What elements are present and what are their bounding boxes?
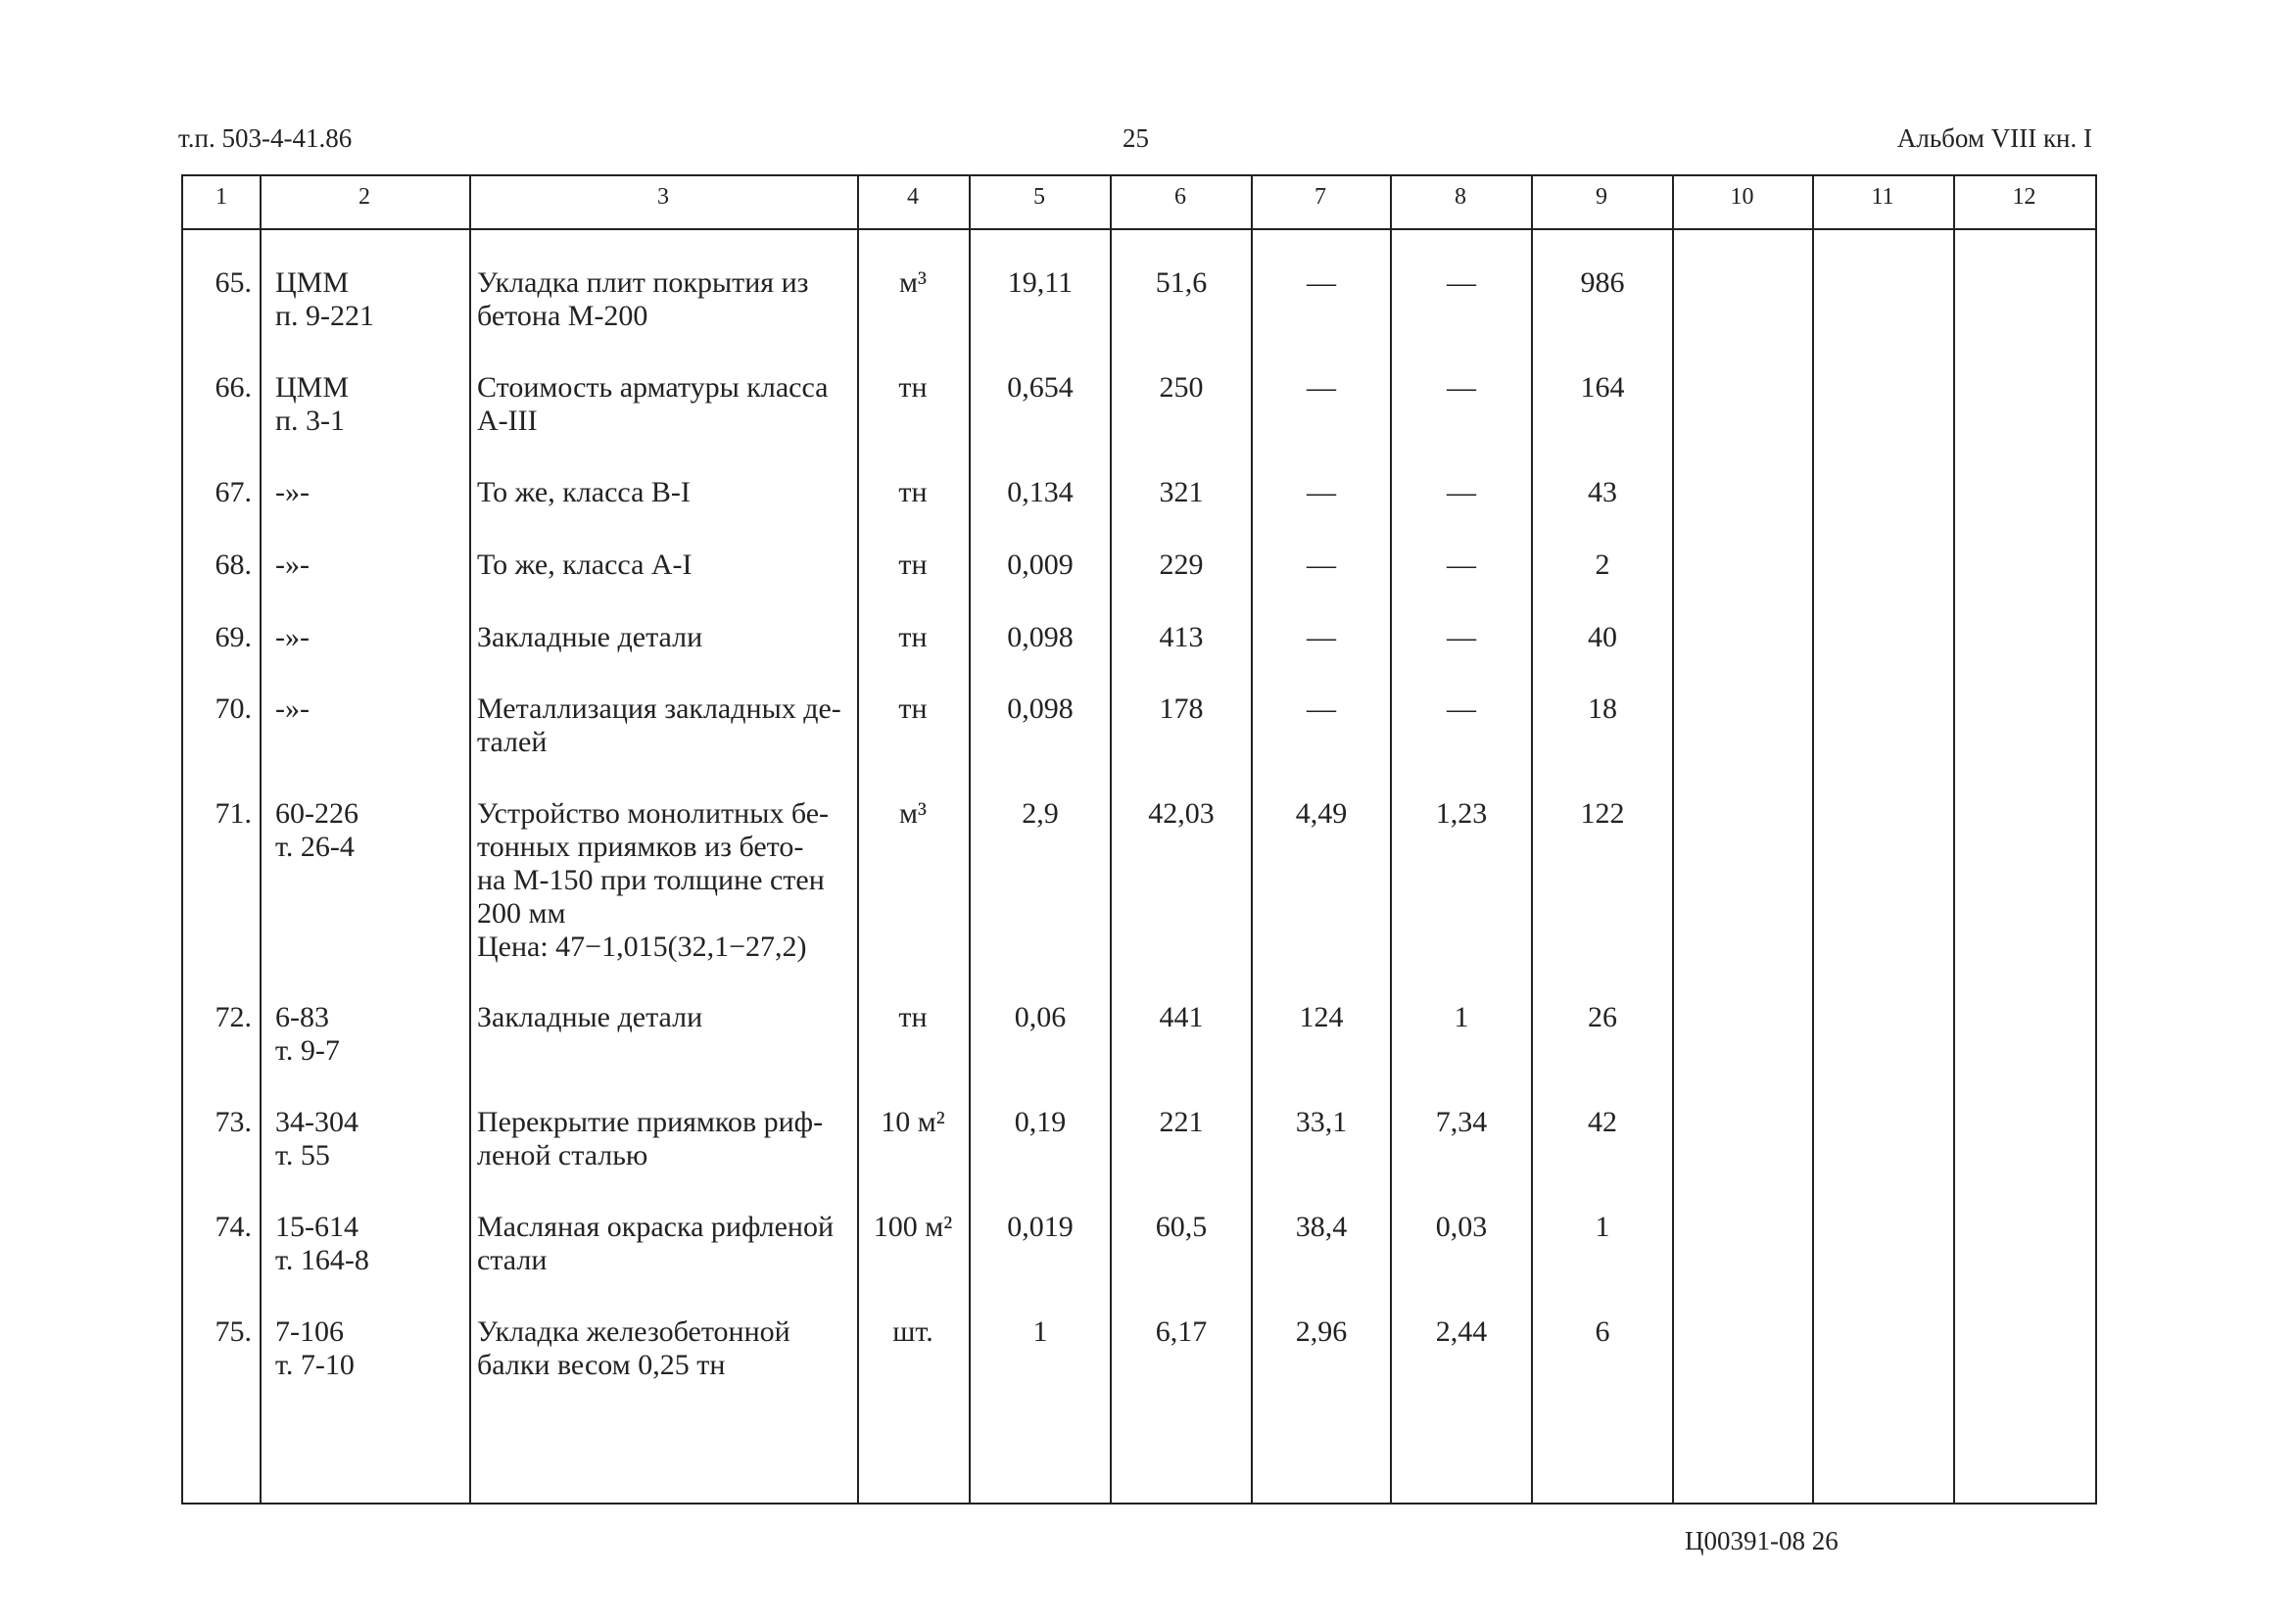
column-number: 12	[2012, 184, 2036, 210]
col5-value: 0,19	[1014, 1106, 1067, 1138]
work-description: Закладные детали	[477, 1001, 703, 1033]
col9-value: 1	[1595, 1211, 1610, 1243]
col9-value: 42	[1588, 1106, 1617, 1138]
col7-value: 33,1	[1295, 1106, 1348, 1138]
footer-code: Ц00391-08 26	[1685, 1526, 1839, 1555]
col9-value: 26	[1588, 1001, 1617, 1033]
work-description: То же, класса В-I	[477, 476, 691, 508]
col5-value: 0,06	[1014, 1001, 1067, 1033]
row-number: 75.	[215, 1315, 252, 1348]
col5-value: 0,134	[1007, 476, 1074, 508]
col8-value: 1,23	[1435, 797, 1488, 830]
work-description: Масляная окраска рифленой стали	[477, 1211, 835, 1276]
work-description: Закладные детали	[477, 621, 703, 653]
rate-code: ЦММ п. 3-1	[275, 371, 350, 437]
row-number: 73.	[215, 1106, 252, 1138]
unit: 10 м²	[881, 1106, 945, 1138]
col5-value: 0,098	[1007, 621, 1074, 653]
work-description: Металлизация закладных де- талей	[477, 693, 841, 758]
col8-value: —	[1447, 476, 1476, 508]
rate-code: 6-83 т. 9-7	[275, 1001, 340, 1067]
row-number: 65.	[215, 266, 252, 299]
work-description: Укладка плит покрытия из бетона М-200	[477, 266, 809, 332]
header-divider	[183, 228, 2095, 230]
column-number: 1	[215, 184, 227, 210]
col9-value: 164	[1580, 371, 1625, 404]
col6-value: 229	[1159, 549, 1204, 581]
header-doc-number: т.п. 503-4-41.86	[178, 123, 353, 153]
row-number: 74.	[215, 1211, 252, 1243]
col6-value: 6,17	[1155, 1315, 1208, 1348]
col8-value: —	[1447, 549, 1476, 581]
rate-code: 15-614 т. 164-8	[275, 1211, 369, 1276]
col7-value: 124	[1299, 1001, 1344, 1033]
rate-code: 60-226 т. 26-4	[275, 797, 358, 863]
unit: 100 м²	[873, 1211, 953, 1243]
unit: тн	[898, 693, 928, 725]
row-number: 71.	[215, 797, 252, 830]
col9-value: 43	[1588, 476, 1617, 508]
rate-code: -»-	[275, 693, 310, 725]
col5-value: 1	[1032, 1315, 1048, 1348]
unit: тн	[898, 549, 928, 581]
row-number: 67.	[215, 476, 252, 508]
rate-code: -»-	[275, 549, 310, 581]
col6-value: 413	[1159, 621, 1204, 653]
col9-value: 6	[1595, 1315, 1610, 1348]
col9-value: 40	[1588, 621, 1617, 653]
rate-code: 34-304 т. 55	[275, 1106, 358, 1171]
rate-code: 7-106 т. 7-10	[275, 1315, 355, 1381]
unit: м³	[899, 797, 927, 830]
col9-value: 18	[1588, 693, 1617, 725]
col-divider	[260, 176, 262, 1503]
col-divider	[1812, 176, 1814, 1503]
col6-value: 51,6	[1155, 266, 1208, 299]
header-page-number: 25	[1123, 123, 1149, 153]
column-number: 5	[1033, 184, 1045, 210]
col7-value: 2,96	[1295, 1315, 1348, 1348]
col5-value: 0,019	[1007, 1211, 1074, 1243]
unit: шт.	[892, 1315, 933, 1348]
col8-value: —	[1447, 621, 1476, 653]
col5-value: 2,9	[1022, 797, 1059, 830]
unit: тн	[898, 476, 928, 508]
col5-value: 0,654	[1007, 371, 1074, 404]
col-divider	[1953, 176, 1955, 1503]
col5-value: 0,098	[1007, 693, 1074, 725]
col6-value: 42,03	[1148, 797, 1215, 830]
col6-value: 441	[1159, 1001, 1204, 1033]
rate-code: -»-	[275, 476, 310, 508]
col9-value: 122	[1580, 797, 1625, 830]
unit: тн	[898, 1001, 928, 1033]
work-description: То же, класса А-I	[477, 549, 693, 581]
work-description: Устройство монолитных бе- тонных приямков из бето- на М-150 при толщине стен 200 мм Цена: 47−1,015(32,1−27,2)	[477, 797, 830, 963]
col6-value: 221	[1159, 1106, 1204, 1138]
col8-value: 0,03	[1435, 1211, 1488, 1243]
col5-value: 19,11	[1007, 266, 1074, 299]
row-number: 66.	[215, 371, 252, 404]
col7-value: —	[1307, 266, 1336, 299]
work-description: Укладка железобетонной балки весом 0,25 тн	[477, 1315, 790, 1381]
column-number: 2	[358, 184, 370, 210]
work-description: Стоимость арматуры класса А-III	[477, 371, 829, 437]
unit: тн	[898, 621, 928, 653]
row-number: 70.	[215, 693, 252, 725]
col8-value: —	[1447, 266, 1476, 299]
column-number: 11	[1871, 184, 1894, 210]
row-number: 68.	[215, 549, 252, 581]
rate-code: ЦММ п. 9-221	[275, 266, 375, 332]
column-number: 9	[1596, 184, 1607, 210]
col8-value: 7,34	[1435, 1106, 1488, 1138]
header-album: Альбом VIII кн. I	[1896, 123, 2092, 153]
row-number: 72.	[215, 1001, 252, 1033]
col8-value: —	[1447, 693, 1476, 725]
column-number: 4	[907, 184, 919, 210]
col7-value: —	[1307, 476, 1336, 508]
col6-value: 321	[1159, 476, 1204, 508]
row-number: 69.	[215, 621, 252, 653]
column-number: 10	[1730, 184, 1754, 210]
col-divider	[1672, 176, 1674, 1503]
col8-value: —	[1447, 371, 1476, 404]
col9-value: 986	[1580, 266, 1625, 299]
column-number: 6	[1174, 184, 1186, 210]
col7-value: —	[1307, 693, 1336, 725]
unit: м³	[899, 266, 927, 299]
col7-value: 4,49	[1295, 797, 1348, 830]
col8-value: 2,44	[1435, 1315, 1488, 1348]
col7-value: 38,4	[1295, 1211, 1348, 1243]
col8-value: 1	[1454, 1001, 1469, 1033]
col6-value: 178	[1159, 693, 1204, 725]
column-number: 7	[1314, 184, 1326, 210]
unit: тн	[898, 371, 928, 404]
column-number: 8	[1455, 184, 1466, 210]
col9-value: 2	[1595, 549, 1610, 581]
col5-value: 0,009	[1007, 549, 1074, 581]
col6-value: 60,5	[1155, 1211, 1208, 1243]
rate-code: -»-	[275, 621, 310, 653]
col6-value: 250	[1159, 371, 1204, 404]
col7-value: —	[1307, 621, 1336, 653]
estimate-table	[181, 174, 2097, 1505]
work-description: Перекрытие приямков риф- леной сталью	[477, 1106, 824, 1171]
col7-value: —	[1307, 549, 1336, 581]
col7-value: —	[1307, 371, 1336, 404]
column-number: 3	[657, 184, 669, 210]
